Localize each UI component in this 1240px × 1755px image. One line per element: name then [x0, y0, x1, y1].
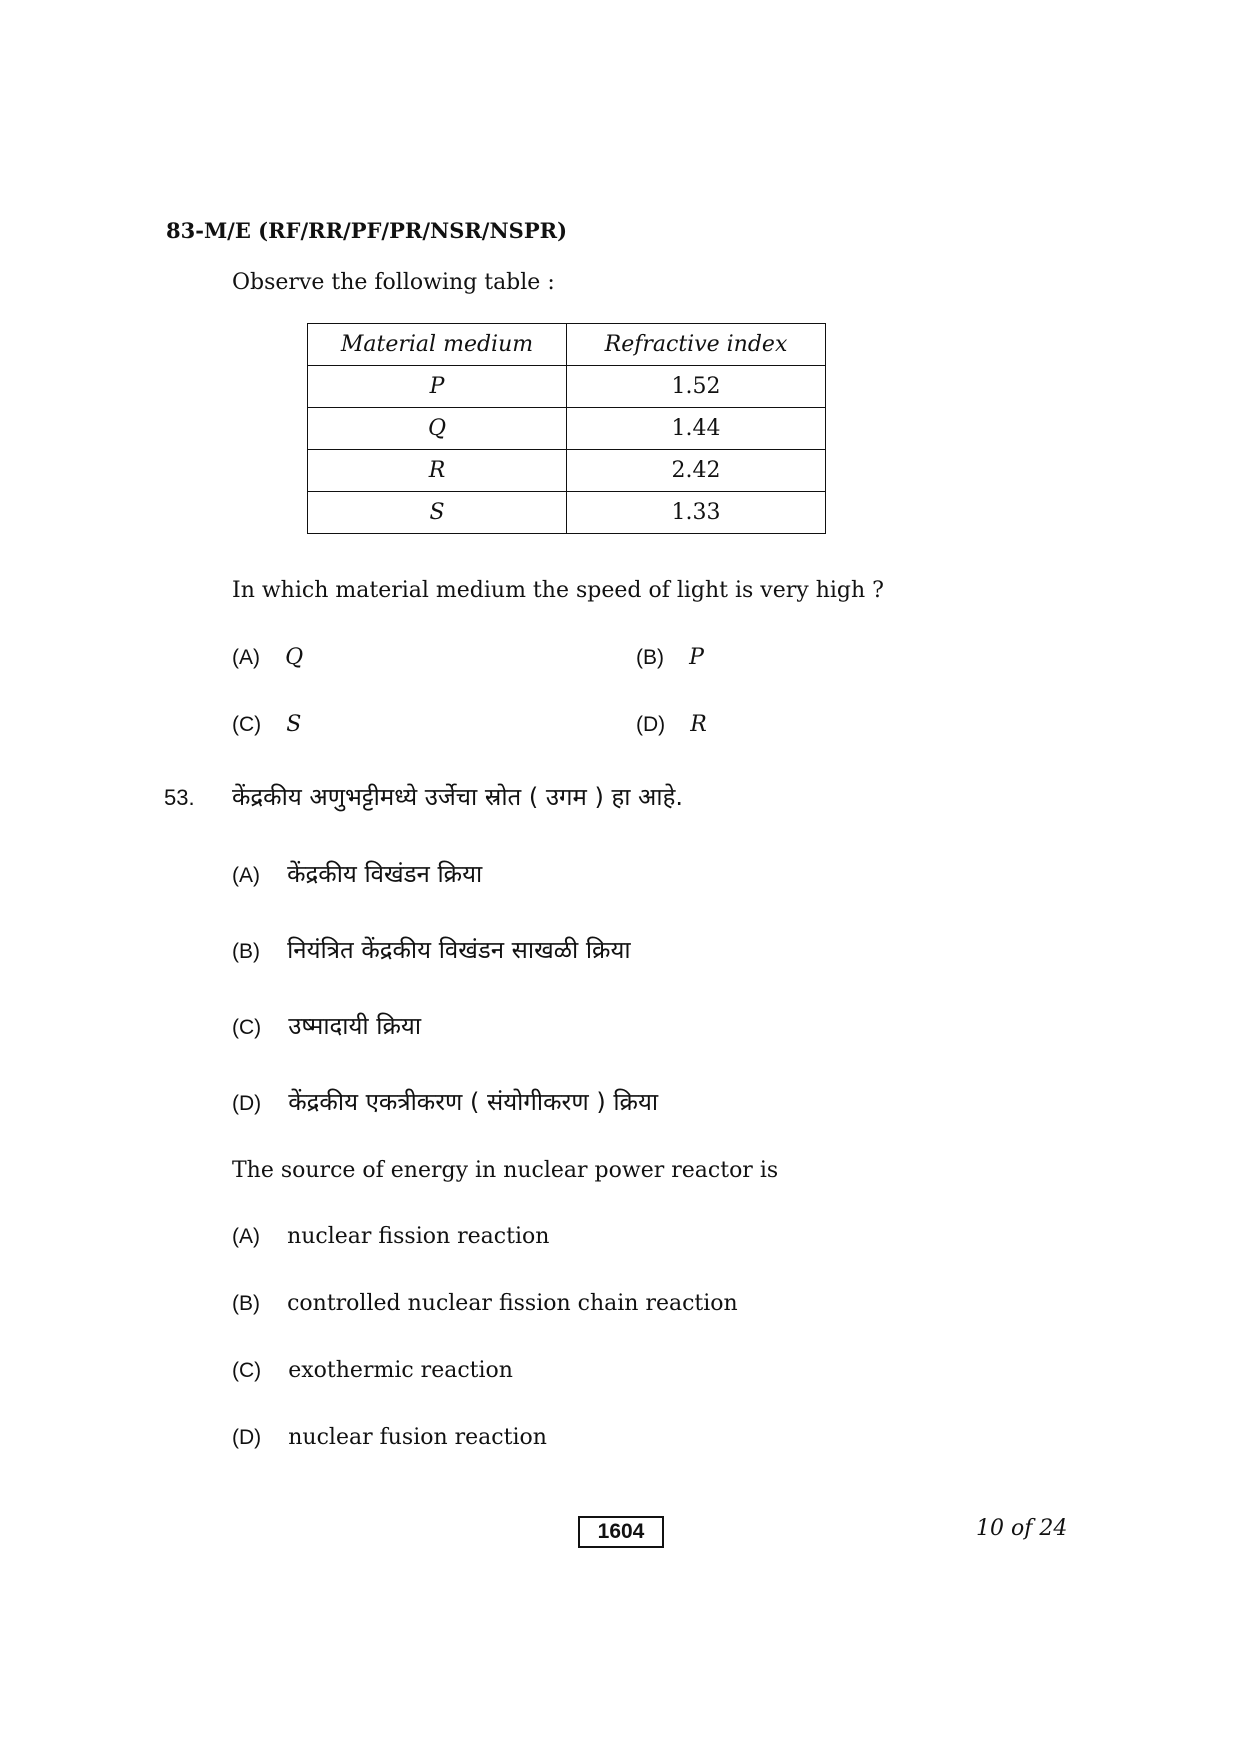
- q52-option-c: [232, 712, 301, 737]
- q53-number: 53.: [164, 785, 195, 810]
- q53-question-english: The source of energy in nuclear power reactor is: [232, 1158, 779, 1183]
- q53-option-b-english: [232, 1291, 738, 1316]
- option-text: nuclear fusion reaction: [288, 1425, 547, 1450]
- option-text: P: [689, 645, 704, 670]
- option-text: exothermic reaction: [288, 1358, 513, 1383]
- table-row: [308, 492, 826, 534]
- table-cell-medium: R: [308, 450, 567, 492]
- table-cell-index: 1.44: [567, 408, 826, 450]
- table-cell-index: 1.33: [567, 492, 826, 534]
- table-cell-medium: Q: [308, 408, 567, 450]
- table-cell-index: 2.42: [567, 450, 826, 492]
- option-text: Q: [285, 645, 304, 670]
- paper-code-header: 83-M/E (RF/RR/PF/PR/NSR/NSPR): [166, 218, 568, 243]
- table-row: [308, 366, 826, 408]
- option-text: controlled nuclear fission chain reaction: [287, 1291, 738, 1316]
- option-letter: (A): [232, 1225, 260, 1248]
- q53-option-b-marathi: [232, 933, 631, 966]
- q53-option-c-marathi: [232, 1009, 421, 1042]
- table-cell-medium: P: [308, 366, 567, 408]
- q52-intro: Observe the following table :: [232, 270, 555, 295]
- option-letter: (A): [232, 646, 260, 669]
- option-text: नियंत्रित केंद्रकीय विखंडन साखळी क्रिया: [287, 936, 631, 964]
- table-cell-index: 1.52: [567, 366, 826, 408]
- option-text: उष्मादायी क्रिया: [288, 1012, 422, 1040]
- option-text: केंद्रकीय विखंडन क्रिया: [287, 860, 483, 888]
- table-header-index: Refractive index: [567, 324, 826, 366]
- q52-option-b: [636, 645, 704, 670]
- q53-option-c-english: [232, 1358, 513, 1383]
- table-header-row: [308, 324, 826, 366]
- page-number: 10 of 24: [976, 1516, 1068, 1541]
- table-header-medium: Material medium: [308, 324, 567, 366]
- refractive-index-table: [307, 323, 826, 534]
- option-letter: (B): [232, 940, 260, 963]
- q52-question: In which material medium the speed of light is very high ?: [232, 578, 884, 603]
- option-letter: (C): [232, 1359, 262, 1382]
- booklet-code-box: 1604: [578, 1516, 664, 1548]
- table-row: [308, 408, 826, 450]
- option-letter: (B): [636, 646, 664, 669]
- q53-option-d-marathi: [232, 1085, 658, 1118]
- table-cell-medium: S: [308, 492, 567, 534]
- q53-option-d-english: [232, 1425, 547, 1450]
- table-row: [308, 450, 826, 492]
- option-text: केंद्रकीय एकत्रीकरण ( संयोगीकरण ) क्रिया: [288, 1088, 659, 1116]
- option-letter: (D): [636, 713, 666, 736]
- q53-option-a-marathi: [232, 857, 482, 890]
- option-letter: (A): [232, 864, 260, 887]
- option-text: R: [690, 712, 707, 737]
- option-letter: (C): [232, 713, 262, 736]
- option-letter: (D): [232, 1426, 262, 1449]
- option-letter: (D): [232, 1092, 262, 1115]
- q52-option-d: [636, 712, 707, 737]
- option-text: S: [286, 712, 302, 737]
- option-letter: (C): [232, 1016, 262, 1039]
- q52-option-a: [232, 645, 303, 670]
- q53-question-marathi: केंद्रकीय अणुभट्टीमध्ये उर्जेचा स्रोत ( उगम ) हा आहे.: [232, 783, 683, 811]
- q53-option-a-english: [232, 1224, 549, 1249]
- option-letter: (B): [232, 1292, 260, 1315]
- option-text: nuclear fission reaction: [287, 1224, 550, 1249]
